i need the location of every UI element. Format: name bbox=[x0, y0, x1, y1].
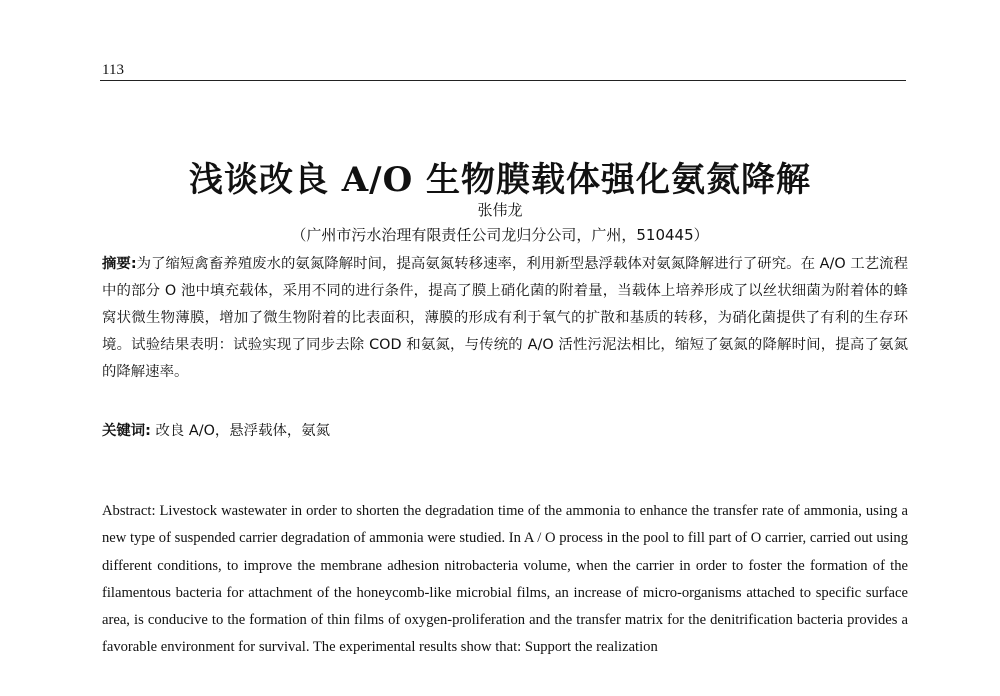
keywords-label: 关键词: bbox=[102, 423, 151, 439]
keywords-text: 改良 A/O，悬浮载体，氨氮 bbox=[155, 423, 331, 439]
chinese-abstract-text: 为了缩短禽畜养殖废水的氨氮降解时间，提高氨氮转移速率，利用新型悬浮载体对氨氮降解进行了研究。在 A/O 工艺流程中的部分 O 池中填充载体，采用不同的进行条件，提高了膜上硝化菌的附着量，当载体上培养形成了以丝状细菌为附着体的蜂窝状微生物薄膜，增加了微生物附着的比表面积，薄膜的形成有利于氧气的扩散和基质的转移，为硝化菌提供了有利的生存环境。试验结果表明：试验实现了同步去除 COD 和氨氮，与传统的 A/O 活性污泥法相比，缩短了氨氮的降解时间，提高了氨氮的降解速率。 bbox=[102, 256, 908, 380]
english-abstract: Abstract: Livestock wastewater in order to shorten the degradation time of the ammonia to enhance the transfer rate of ammonia, using a new type of suspended carrier degradation of ammonia were studied. In A / O process in the pool to fill part of O carrier, carried out using different conditions, to improve the membrane adhesion nitrobacteria volume, when the carrier in order to foster the formation of the filamentous bacteria for attachment of the honeycomb-like microbial films, an increase of micro-organisms attached to specific surface area, is conducive to the formation of thin films of oxygen-proliferation and the transfer matrix for the denitrification bacteria provides a favorable environment for survival. The experimental results show that: Support the realization bbox=[102, 503, 908, 656]
author-name: 张伟龙 bbox=[477, 201, 523, 219]
chinese-abstract-label: 摘要: bbox=[102, 256, 137, 272]
keywords bbox=[102, 418, 908, 445]
article-title: 浅谈改良 A/O 生物膜载体强化氨氮降解 bbox=[188, 160, 812, 200]
chinese-abstract bbox=[102, 251, 908, 386]
page-number: 113 bbox=[102, 62, 124, 78]
header-rule bbox=[100, 80, 906, 81]
author-affiliation: （广州市污水治理有限责任公司龙归分公司，广州，510445） bbox=[291, 226, 709, 244]
